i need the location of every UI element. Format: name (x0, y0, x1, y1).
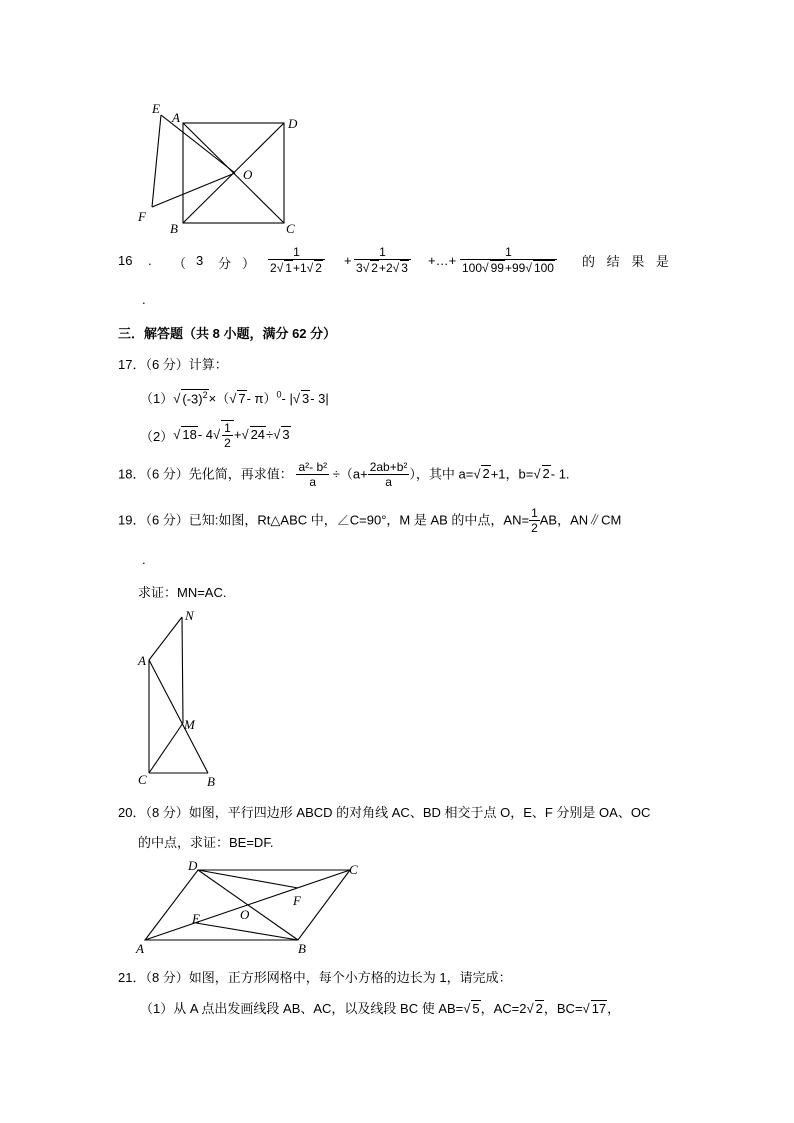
label-D: D (188, 858, 198, 873)
q16-term1: $\frac{1}{2√ 1+1√ 2}$ (268, 245, 325, 276)
label-C: C (286, 221, 295, 236)
figure-19 (130, 605, 230, 790)
label-E: E (152, 101, 160, 116)
label-C: C (349, 862, 358, 877)
q17-part1: （1）√ $(-3)^2\times(√$ 7- π）$^0$- |√ 3- 3| (140, 389, 329, 406)
label-A: A (138, 653, 146, 668)
label-A: A (136, 941, 144, 955)
label-O: O (243, 167, 253, 182)
q19-prove: 求证：MN=AC. (138, 585, 227, 600)
figure-20 (130, 855, 375, 955)
q17-heading: 17．（6 分）计算： (118, 357, 228, 372)
q16-term2: $\frac{1}{3√ 2+2√ 3}$ (354, 245, 411, 276)
section-3-heading: 三．解答题（共 8 小题，满分 62 分） (118, 326, 337, 341)
label-O: O (240, 907, 250, 922)
q16-number: 16 (118, 253, 133, 268)
label-C: C (138, 772, 147, 787)
label-B: B (170, 221, 178, 236)
label-M: M (184, 717, 195, 732)
q19-period: . (142, 552, 146, 567)
label-N: N (185, 608, 194, 623)
q20-line2: 的中点，求证：BE=DF. (138, 835, 274, 850)
q20-line1: 20．（8 分）如图，平行四边形 ABCD 的对角线 AC、BD 相交于点 O，E、F 分别是 OA、OC (118, 805, 651, 820)
q16-term3: $\frac{1}{100√ 99+99√ 100}$ (460, 245, 557, 276)
label-F: F (138, 209, 146, 224)
question-16: 16 . （ 3 分 ） $\frac{1}{2√ 1+1√ 2}$ + $\frac{1}{3√ 2+2√ 3}$ +…+ $\frac{1}{100√ 99+99√ 100}$ 的 结 果 是 (118, 245, 673, 276)
label-F: F (293, 893, 301, 908)
label-E: E (192, 911, 200, 926)
q18: 18．（6 分）先化简，再求值： $\frac{\text{a²- b²}}{a}$ ÷（a+ $\frac{\text{2ab+b²}}{a}$ ），其中 a=√ 2+1，b=√ 2- 1. (118, 460, 570, 490)
q21-part1: （1）从 A 点出发画线段 AB、AC，以及线段 BC 使 AB=√ 5，AC=2√ 2，BC=√ 17， (140, 1001, 621, 1016)
figure-15 (130, 95, 310, 240)
label-A: A (172, 110, 180, 125)
q19: 19．（6 分）已知:如图，Rt△ABC 中，∠C=90°，M 是 AB 的中点，AN= $\frac{1}{2}$ AB，AN∥CM (118, 506, 622, 536)
q17-part2: （2）√ 18- 4√ $\frac{1}{2}$ +√ 24÷√ 3 (140, 421, 290, 451)
label-B: B (298, 941, 306, 955)
q16-period: . (142, 292, 146, 307)
q21-line1: 21．（8 分）如图，正方形网格中，每个小方格的边长为 1，请完成： (118, 970, 512, 985)
label-D: D (288, 116, 298, 131)
label-B: B (207, 774, 215, 789)
